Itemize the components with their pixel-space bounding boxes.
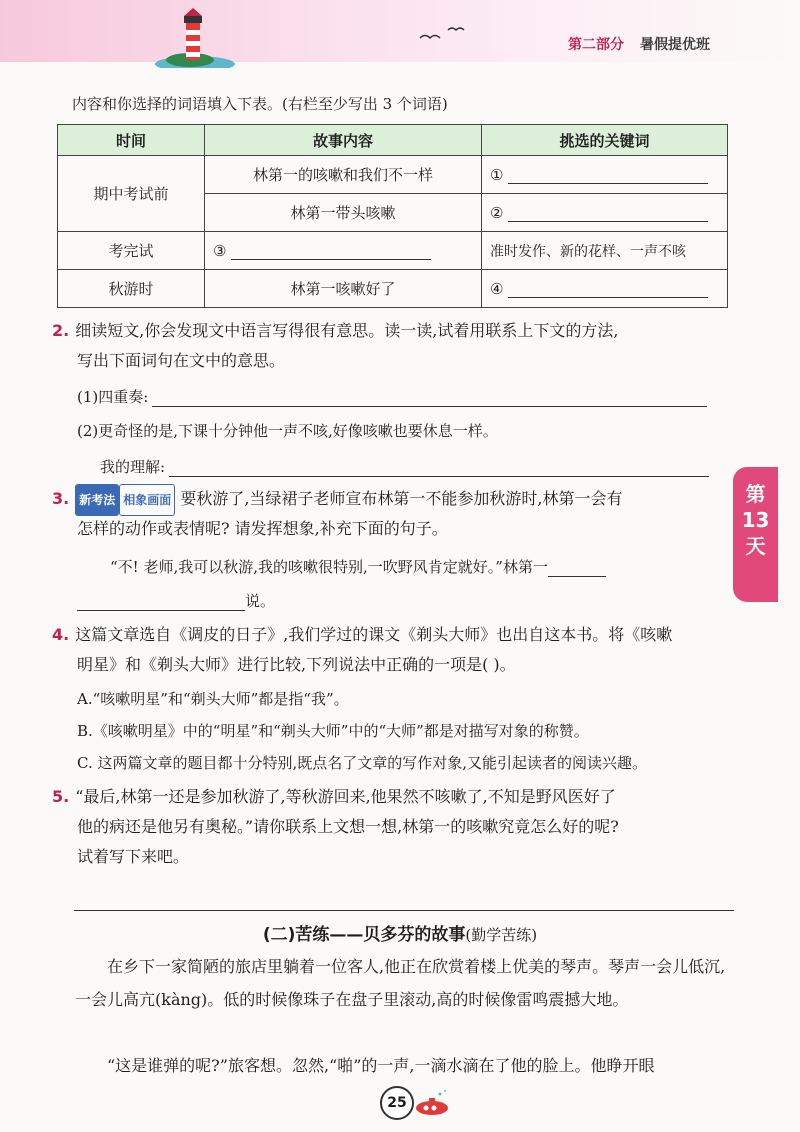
imagine-scene-tag: 相象画面 — [119, 484, 175, 516]
submarine-icon — [410, 1088, 454, 1118]
passage-paragraph-2: “这是谁弹的呢?”旅客想。忽然,“啪”的一声,一滴水滴在了他的脸上。他睁开眼 — [107, 1056, 655, 1075]
blank-marker: ① — [490, 165, 504, 184]
section-title-text: (二)苦练——贝多芬的故事 — [262, 925, 466, 945]
question-number: 2. — [52, 321, 70, 340]
table-cell-content: 林第一带头咳嗽 — [205, 194, 482, 232]
section-subtitle: (勤学苦练) — [465, 926, 538, 944]
question-text: “最后,林第一还是参加秋游了,等秋游回来,他果然不咳嗽了,不知是野风医好了 — [75, 787, 616, 806]
section-divider — [74, 910, 734, 911]
question-5-line3: 试着写下来吧。 — [77, 847, 190, 866]
item-label: 我的理解: — [100, 458, 166, 476]
table-row — [58, 156, 728, 194]
question-5-line2: 他的病还是他另有奥秘。”请你联系上文想一想,林第一的咳嗽究竟怎么好的呢? — [77, 817, 619, 836]
question-3-line2: 怎样的动作或表情呢? 请发挥想象,补充下面的句子。 — [77, 519, 448, 538]
day-tab — [733, 467, 778, 602]
blank-marker: ④ — [490, 279, 504, 298]
table-header: 故事内容 — [205, 125, 482, 156]
day-tab-line: 天 — [745, 534, 766, 558]
answer-blank[interactable] — [77, 610, 245, 611]
day-tab-number: 13 — [741, 508, 770, 532]
question-3-quote — [110, 556, 606, 577]
question-2-item-2-answer — [100, 456, 709, 477]
question-text: 这篇文章选自《调皮的日子》,我们学过的课文《剃头大师》也出自这本书。将《咳嗽 — [75, 625, 673, 644]
question-3 — [52, 484, 623, 516]
day-tab-line: 第 — [745, 482, 766, 506]
question-2-line2: 写出下面词句在文中的意思。 — [77, 351, 286, 370]
quote-text: “不! 老师,我可以秋游,我的咳嗽很特别,一吹野风肯定就好。”林第一 — [110, 558, 548, 576]
question-2-item-1 — [77, 386, 707, 407]
answer-blank[interactable] — [508, 297, 708, 298]
answer-blank[interactable] — [169, 476, 709, 477]
question-text: 细读短文,你会发现文中语言写得很有意思。读一读,试着用联系上下文的方法, — [75, 321, 619, 340]
answer-blank[interactable] — [548, 576, 606, 577]
quote-tail: 说。 — [245, 592, 276, 610]
new-method-tag: 新考法 — [75, 484, 119, 516]
table-cell-keyword[interactable] — [482, 194, 728, 232]
question-4-line2: 明星》和《剃头大师》进行比较,下列说法中正确的一项是( )。 — [77, 655, 516, 674]
table-row — [58, 270, 728, 308]
table-instruction: 内容和你选择的词语填入下表。(右栏至少写出 3 个词语) — [72, 95, 448, 113]
table-cell-keyword[interactable] — [482, 270, 728, 308]
question-5 — [52, 782, 616, 812]
table-header: 时间 — [58, 125, 205, 156]
question-number: 3. — [52, 489, 70, 508]
question-3-tail — [77, 590, 275, 611]
table-cell-time: 期中考试前 — [58, 156, 205, 232]
story-table — [57, 124, 728, 308]
answer-blank[interactable] — [152, 406, 707, 407]
option-b[interactable]: B.《咳嗽明星》中的“明星”和“剃头大师”中的“大师”都是对描写对象的称赞。 — [77, 722, 589, 740]
question-text: 要秋游了,当绿裙子老师宣布林第一不能参加秋游时,林第一会有 — [180, 489, 623, 508]
table-row — [58, 232, 728, 270]
lighthouse-icon — [150, 8, 240, 68]
question-4 — [52, 620, 672, 650]
table-cell-time: 考完试 — [58, 232, 205, 270]
option-c[interactable]: C. 这两篇文章的题目都十分特别,既点名了文章的写作对象,又能引起读者的阅读兴趣。 — [77, 754, 648, 772]
table-cell-keyword: 准时发作、新的花样、一声不咳 — [482, 232, 728, 270]
table-header-row — [58, 125, 728, 156]
passage-paragraph-1: 在乡下一家简陋的旅店里躺着一位客人,他正在欣赏着楼上优美的琴声。琴声一会儿低沉,一会儿高亢(kàng)。低的时候像珠子在盘子里滚动,高的时候像雷鸣震撼大地。 — [75, 957, 726, 1009]
table-cell-content: 林第一的咳嗽和我们不一样 — [205, 156, 482, 194]
option-a[interactable]: A.“咳嗽明星”和“剃头大师”都是指“我”。 — [77, 690, 349, 708]
question-number: 5. — [52, 787, 70, 806]
blank-marker: ③ — [213, 241, 227, 260]
table-cell-content: 林第一咳嗽好了 — [205, 270, 482, 308]
page-number: 25 — [380, 1086, 414, 1120]
table-cell-keyword[interactable] — [482, 156, 728, 194]
birds-icon — [418, 24, 468, 44]
table-cell-time: 秋游时 — [58, 270, 205, 308]
header-series: 暑假提优班 — [640, 37, 710, 53]
header-part: 第二部分 — [568, 37, 624, 53]
answer-blank[interactable] — [508, 183, 708, 184]
section-title — [0, 920, 800, 945]
table-header: 挑选的关键词 — [482, 125, 728, 156]
question-2-item-2: (2)更奇怪的是,下课十分钟他一声不咳,好像咳嗽也要休息一样。 — [77, 422, 498, 440]
item-label: (1)四重奏: — [77, 388, 149, 406]
question-number: 4. — [52, 625, 70, 644]
table-cell-content[interactable] — [205, 232, 482, 270]
answer-blank[interactable] — [508, 221, 708, 222]
question-2 — [52, 316, 618, 346]
answer-blank[interactable] — [231, 259, 431, 260]
blank-marker: ② — [490, 203, 504, 222]
